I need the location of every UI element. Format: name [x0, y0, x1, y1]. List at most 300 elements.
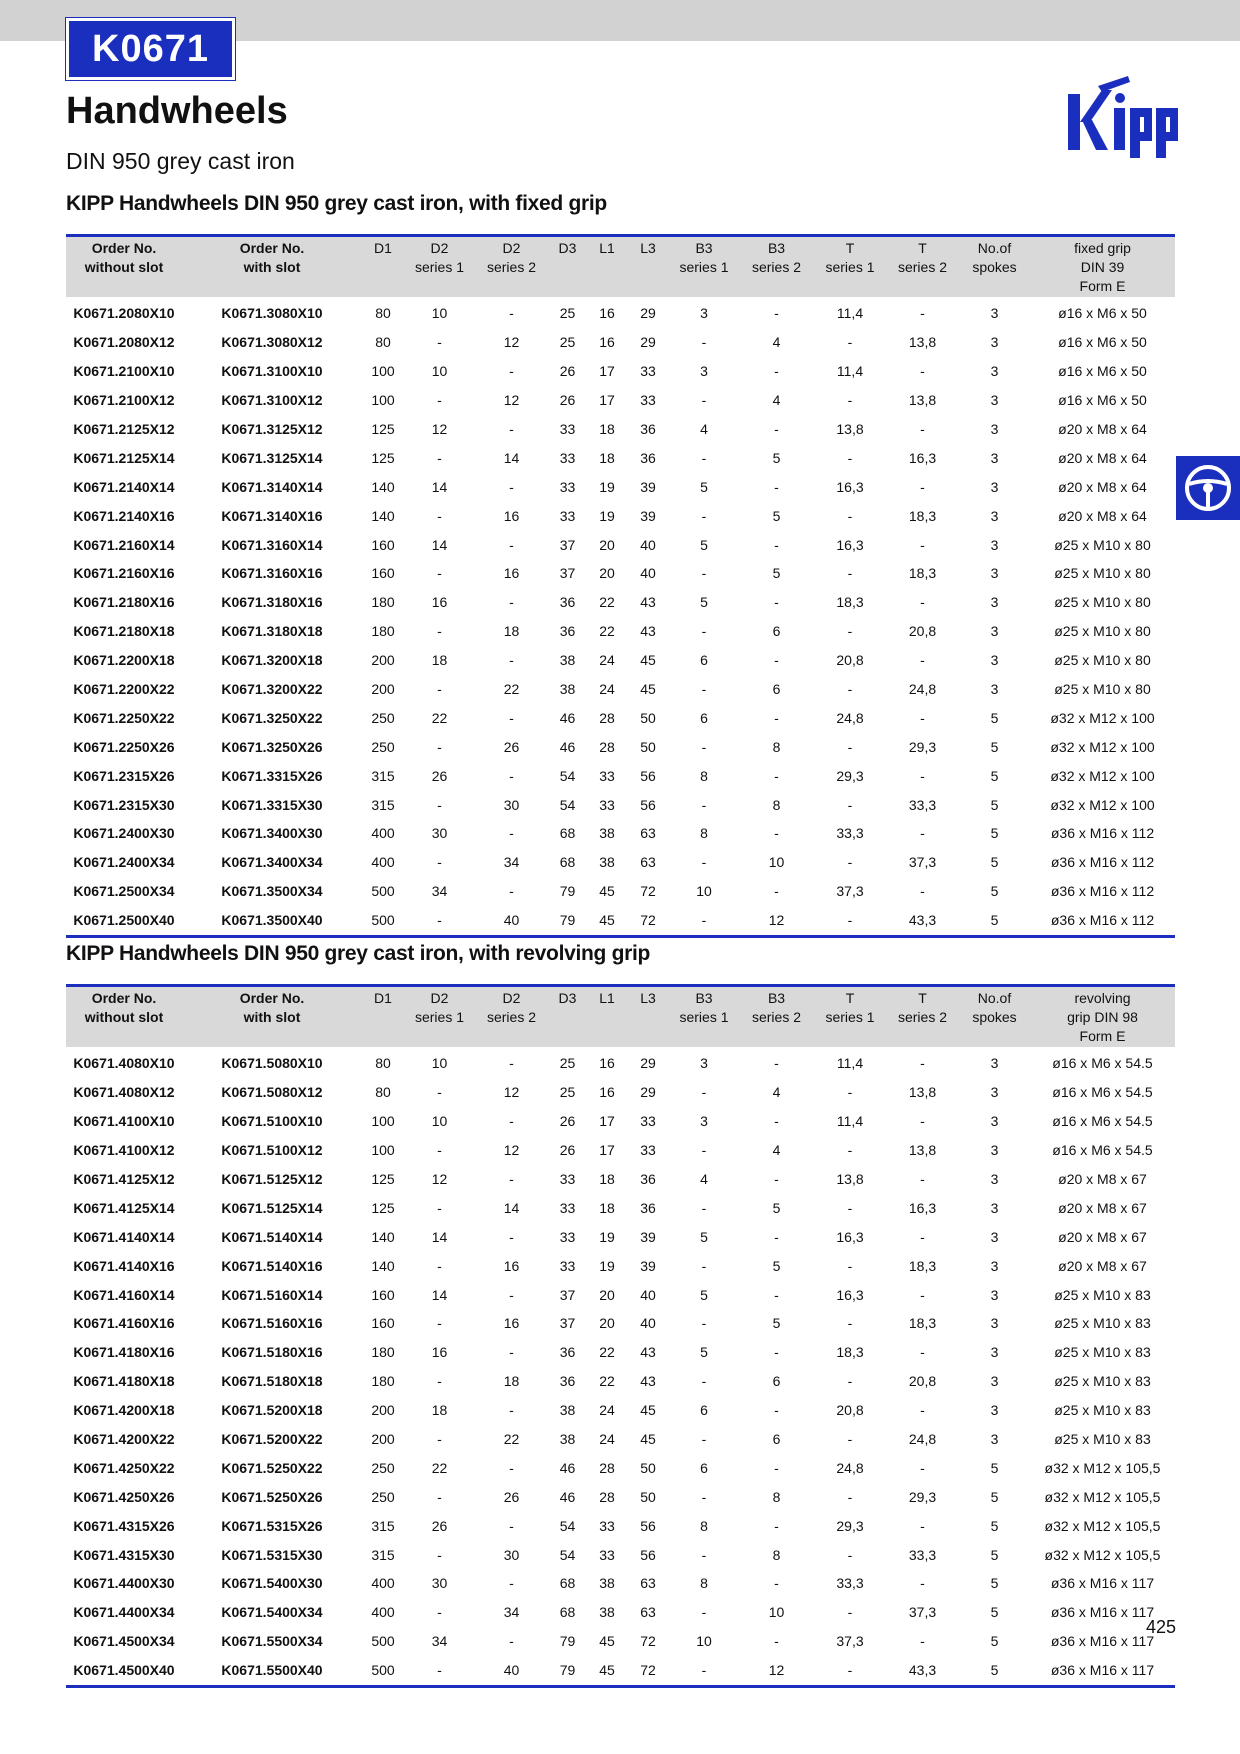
table-cell: 12: [431, 1171, 448, 1187]
column-header: revolving grip DIN 98 Form E: [1067, 990, 1138, 1044]
table-row: [66, 501, 1175, 530]
table-cell: 38: [559, 652, 576, 669]
table-row: [66, 732, 1175, 761]
table-header-row: [66, 236, 1175, 298]
table-cell: ø20 x M8 x 67: [1058, 1257, 1147, 1274]
table-cell: 100: [371, 392, 395, 409]
table-cell: -: [920, 305, 925, 322]
table-cell: 33: [599, 796, 615, 813]
order-number-cell: K0671.5160X14: [221, 1286, 323, 1303]
table-cell: 45: [599, 912, 615, 929]
table-cell: 16,3: [836, 1228, 864, 1245]
table-cell: 25: [559, 1084, 576, 1101]
order-number-cell: K0671.5100X12: [221, 1142, 323, 1159]
table-cell: -: [701, 912, 707, 929]
table-cell: 140: [371, 478, 395, 495]
order-number-cell: K0671.2250X26: [73, 738, 175, 755]
table-cell: 8: [772, 1546, 781, 1563]
table-cell: 3: [990, 478, 999, 495]
table-cell: -: [847, 1084, 853, 1101]
table-cell: 315: [371, 767, 395, 784]
order-number-cell: K0671.3100X10: [221, 363, 323, 380]
table-row: [66, 1425, 1175, 1454]
order-number-cell: K0671.5180X18: [221, 1373, 323, 1390]
table-cell: 33: [559, 507, 576, 524]
table-cell: -: [701, 1431, 707, 1448]
table-cell: -: [437, 1604, 442, 1621]
table-cell: -: [774, 536, 779, 553]
table-cell: 38: [559, 1431, 576, 1448]
table-cell: -: [920, 594, 925, 611]
order-number-cell: K0671.4140X16: [73, 1257, 175, 1274]
table-cell: 6: [772, 681, 781, 698]
table-cell: 26: [431, 767, 448, 784]
table-cell: 37,3: [836, 883, 864, 900]
table-cell: ø36 x M16 x 117: [1050, 1575, 1155, 1592]
table-cell: -: [847, 681, 853, 698]
table-cell: ø25 x M10 x 80: [1054, 652, 1151, 669]
order-number-cell: K0671.5125X12: [221, 1171, 323, 1187]
table-row: [66, 1280, 1175, 1309]
table-cell: 37,3: [836, 1633, 864, 1650]
table-cell: 20: [599, 1315, 615, 1332]
table-row: [66, 703, 1175, 732]
table-cell: 16,3: [908, 1199, 937, 1216]
table-row: [66, 646, 1175, 675]
table-cell: 56: [640, 796, 656, 813]
table-cell: 19: [599, 507, 615, 524]
order-number-cell: K0671.2080X12: [73, 334, 175, 351]
table-cell: -: [774, 421, 779, 437]
table-cell: 20: [599, 536, 615, 553]
table-cell: ø32 x M12 x 105,5: [1044, 1546, 1161, 1563]
table-cell: 33: [559, 449, 576, 466]
table-cell: 10: [696, 883, 712, 900]
table-cell: 3: [990, 1257, 999, 1274]
table-cell: 22: [599, 1344, 615, 1361]
table-cell: 33: [559, 421, 576, 437]
table-cell: -: [701, 1315, 707, 1332]
table-row: [66, 1107, 1175, 1136]
table-row: [66, 472, 1175, 501]
table-cell: 5: [700, 536, 708, 553]
table-row: [66, 1482, 1175, 1511]
table-cell: -: [701, 1257, 707, 1274]
table-cell: 5: [700, 594, 708, 611]
table-cell: 16: [503, 565, 520, 582]
table-cell: ø25 x M10 x 80: [1054, 623, 1151, 640]
column-header: D2 series 1: [414, 240, 465, 275]
table-cell: 250: [371, 709, 395, 726]
table-cell: 38: [599, 1604, 615, 1621]
table-cell: 5: [772, 1257, 781, 1274]
table-cell: -: [701, 392, 707, 409]
table-cell: 28: [599, 709, 615, 726]
table-cell: ø32 x M12 x 105,5: [1044, 1488, 1161, 1505]
table-cell: -: [509, 709, 514, 726]
table-cell: 33,3: [836, 825, 864, 842]
table-cell: -: [509, 1228, 514, 1245]
table-cell: -: [847, 1373, 853, 1390]
table-cell: 33: [599, 1546, 615, 1563]
table-cell: -: [509, 1517, 514, 1534]
table-cell: 18,3: [908, 1315, 937, 1332]
table-cell: 13,8: [908, 1084, 937, 1101]
table-cell: 26: [431, 1517, 448, 1534]
product-code-badge: K0671: [66, 18, 235, 80]
table-cell: 18: [599, 421, 615, 437]
table-cell: 13,8: [908, 1142, 937, 1159]
table-cell: -: [920, 1055, 925, 1072]
table-row: [66, 906, 1175, 936]
table-cell: -: [847, 1199, 853, 1216]
table-cell: -: [847, 392, 853, 409]
table-cell: 16: [599, 305, 615, 322]
table-cell: 20: [599, 1286, 615, 1303]
table-cell: -: [701, 507, 707, 524]
table-cell: 5: [990, 1488, 999, 1505]
order-number-cell: K0671.4160X14: [73, 1286, 175, 1303]
table-cell: 14: [431, 478, 448, 495]
column-header: Order No. without slot: [84, 240, 164, 275]
table-cell: 45: [640, 1402, 656, 1419]
table-cell: -: [509, 421, 514, 437]
table-cell: -: [920, 1402, 925, 1419]
table-cell: 39: [640, 478, 656, 495]
column-header: D3: [558, 240, 577, 256]
table-cell: -: [437, 565, 442, 582]
table-cell: 45: [599, 883, 615, 900]
table-row: [66, 790, 1175, 819]
table-cell: -: [920, 363, 925, 380]
column-header: Order No. with slot: [239, 240, 305, 275]
handwheel-category-tab[interactable]: [1176, 456, 1240, 520]
table-cell: 29,3: [908, 1488, 937, 1505]
table-cell: ø25 x M10 x 83: [1054, 1373, 1151, 1390]
table-cell: 3: [990, 1142, 999, 1159]
order-number-cell: K0671.2315X26: [73, 767, 175, 784]
table-cell: -: [701, 681, 707, 698]
table-cell: 40: [503, 1662, 520, 1679]
table-cell: 36: [559, 1344, 576, 1361]
table-cell: 56: [640, 1546, 656, 1563]
table-cell: 6: [772, 1431, 781, 1448]
order-number-cell: K0671.5200X22: [221, 1431, 323, 1448]
table-cell: 3: [990, 1373, 999, 1390]
table-cell: 18,3: [908, 507, 937, 524]
table-cell: ø32 x M12 x 105,5: [1044, 1459, 1161, 1476]
order-number-cell: K0671.4250X22: [73, 1459, 175, 1476]
table-cell: 4: [700, 1171, 708, 1187]
table-cell: 5: [700, 478, 708, 495]
table-cell: -: [701, 1084, 707, 1101]
table-cell: -: [701, 1373, 707, 1390]
order-number-cell: K0671.2080X10: [73, 305, 175, 322]
table-cell: 24,8: [908, 681, 937, 698]
table-cell: -: [920, 1228, 925, 1245]
table-cell: 46: [559, 738, 576, 755]
order-number-cell: K0671.2180X16: [73, 594, 175, 611]
table-cell: 16: [431, 594, 448, 611]
table-cell: 5: [990, 1575, 999, 1592]
table-cell: -: [774, 1286, 779, 1303]
table-cell: ø32 x M12 x 100: [1050, 767, 1155, 784]
table-row: [66, 1193, 1175, 1222]
table-cell: 63: [640, 825, 656, 842]
table-cell: 3: [990, 392, 999, 409]
table-cell: 34: [431, 883, 448, 900]
table-cell: ø36 x M16 x 112: [1050, 854, 1155, 871]
table-cell: 79: [559, 1633, 576, 1650]
table-cell: 17: [599, 363, 615, 380]
order-number-cell: K0671.4200X22: [73, 1431, 175, 1448]
table-row: [66, 1540, 1175, 1569]
table-cell: 180: [371, 594, 395, 611]
table-cell: 315: [371, 1517, 395, 1534]
table-cell: 10: [768, 854, 785, 871]
table-cell: 50: [640, 1459, 656, 1476]
table-cell: -: [437, 1315, 442, 1332]
table-cell: 68: [559, 825, 576, 842]
order-number-cell: K0671.4400X34: [73, 1604, 175, 1621]
table-cell: -: [920, 883, 925, 900]
column-header: No.of spokes: [972, 240, 1017, 275]
table-cell: ø20 x M8 x 64: [1058, 449, 1147, 466]
table-cell: 16,3: [836, 536, 864, 553]
order-number-cell: K0671.3315X30: [221, 796, 323, 813]
table-cell: 500: [371, 1633, 395, 1650]
table-cell: 3: [990, 623, 999, 640]
table-cell: -: [774, 1575, 779, 1592]
order-number-cell: K0671.2125X14: [73, 449, 175, 466]
table-cell: 63: [640, 1575, 656, 1592]
table-cell: ø36 x M16 x 112: [1050, 825, 1155, 842]
table-cell: -: [774, 478, 779, 495]
column-header: Order No. with slot: [239, 990, 305, 1025]
table-cell: -: [509, 1575, 514, 1592]
column-header: L1: [599, 990, 615, 1006]
table-cell: ø16 x M6 x 50: [1058, 334, 1147, 351]
table-cell: 5: [990, 912, 999, 929]
column-header: No.of spokes: [972, 990, 1017, 1025]
column-header: D3: [558, 990, 577, 1006]
order-number-cell: K0671.5500X34: [221, 1633, 323, 1650]
table-cell: ø36 x M16 x 112: [1050, 912, 1155, 929]
table-cell: 10: [431, 363, 448, 380]
order-number-cell: K0671.4250X26: [73, 1488, 175, 1505]
column-header: T series 1: [825, 990, 875, 1025]
table-cell: 50: [640, 709, 656, 726]
table-cell: -: [437, 1488, 442, 1505]
table-cell: 40: [640, 1286, 656, 1303]
table-cell: 79: [559, 883, 576, 900]
table-cell: 54: [559, 1546, 576, 1563]
table-cell: -: [774, 1055, 779, 1072]
table-cell: 160: [371, 536, 395, 553]
table-cell: 3: [990, 1113, 999, 1130]
order-number-cell: K0671.2250X22: [73, 709, 175, 726]
order-number-cell: K0671.4180X16: [73, 1344, 175, 1361]
table-cell: 3: [990, 449, 999, 466]
table-cell: 26: [503, 738, 520, 755]
order-number-cell: K0671.4125X14: [73, 1199, 175, 1216]
table-cell: 30: [503, 1546, 520, 1563]
table-cell: 14: [503, 449, 520, 466]
order-number-cell: K0671.4100X10: [73, 1113, 175, 1130]
table-cell: 22: [503, 681, 520, 698]
table-cell: -: [437, 912, 442, 929]
table-cell: -: [701, 449, 707, 466]
table-cell: 43,3: [908, 1662, 937, 1679]
table-cell: 250: [371, 738, 395, 755]
table-row: [66, 877, 1175, 906]
table-cell: 56: [640, 1517, 656, 1534]
table-cell: ø16 x M6 x 54.5: [1052, 1142, 1153, 1159]
table-cell: ø20 x M8 x 64: [1058, 421, 1147, 437]
order-number-cell: K0671.4315X30: [73, 1546, 175, 1563]
table-cell: 3: [990, 565, 999, 582]
table-cell: 33: [599, 767, 615, 784]
table-cell: 20,8: [836, 652, 864, 669]
table-cell: -: [437, 854, 442, 871]
table-cell: 33: [559, 1199, 576, 1216]
table-cell: 38: [599, 825, 615, 842]
table-cell: 20,8: [908, 1373, 937, 1390]
table-cell: 24: [599, 1402, 615, 1419]
table-cell: -: [437, 623, 442, 640]
table-cell: 33: [559, 478, 576, 495]
table-cell: 80: [375, 334, 391, 351]
order-number-cell: K0671.5080X12: [221, 1084, 323, 1101]
table-cell: -: [701, 623, 707, 640]
table-cell: 5: [990, 825, 999, 842]
order-number-cell: K0671.3140X14: [221, 478, 323, 495]
table-cell: 19: [599, 1257, 615, 1274]
order-number-cell: K0671.5315X26: [221, 1517, 323, 1534]
table-cell: 12: [768, 1662, 785, 1679]
order-number-cell: K0671.3250X22: [221, 709, 323, 726]
column-header: B3 series 2: [751, 240, 802, 275]
table-cell: 24,8: [836, 709, 864, 726]
table-cell: 33: [559, 1257, 576, 1274]
table-cell: ø20 x M8 x 64: [1058, 507, 1147, 524]
table-cell: 29,3: [908, 738, 937, 755]
order-number-cell: K0671.3315X26: [221, 767, 323, 784]
table-row: [66, 357, 1175, 386]
table-cell: -: [920, 709, 925, 726]
table-cell: 5: [990, 883, 999, 900]
table-cell: -: [509, 1344, 514, 1361]
table-cell: 18: [599, 1199, 615, 1216]
table-cell: 17: [599, 1142, 615, 1159]
order-number-cell: K0671.4500X34: [73, 1633, 175, 1650]
table-cell: ø36 x M16 x 117: [1050, 1604, 1155, 1621]
table-cell: -: [701, 1488, 707, 1505]
table-cell: 5: [772, 1199, 781, 1216]
order-number-cell: K0671.3180X16: [221, 594, 323, 611]
table-cell: 3: [990, 594, 999, 611]
table-cell: -: [847, 738, 853, 755]
table-cell: 29,3: [836, 1517, 864, 1534]
table-cell: ø25 x M10 x 80: [1054, 681, 1151, 698]
table-cell: 18: [599, 1171, 615, 1187]
table-cell: 39: [640, 1228, 656, 1245]
table-cell: 43,3: [908, 912, 937, 929]
table-cell: 17: [599, 392, 615, 409]
table-row: [66, 761, 1175, 790]
table-cell: -: [920, 1517, 925, 1534]
table-cell: -: [920, 421, 925, 437]
table-cell: 25: [559, 305, 576, 322]
table-cell: 14: [431, 1286, 448, 1303]
table-cell: 10: [768, 1604, 785, 1621]
table-cell: 38: [599, 1575, 615, 1592]
order-number-cell: K0671.4125X12: [73, 1171, 175, 1187]
table-cell: -: [509, 1286, 514, 1303]
section-title-revolving-grip: KIPP Handwheels DIN 950 grey cast iron, with revolving grip: [66, 942, 651, 965]
order-number-cell: K0671.4500X40: [73, 1662, 175, 1679]
table-cell: -: [774, 1171, 779, 1187]
table-cell: 3: [990, 536, 999, 553]
table-cell: 26: [503, 1488, 520, 1505]
table-cell: 33,3: [908, 796, 937, 813]
order-number-cell: K0671.2160X16: [73, 565, 175, 582]
table-row: [66, 1338, 1175, 1367]
table-cell: 46: [559, 1488, 576, 1505]
table-cell: 6: [700, 1402, 708, 1419]
table-cell: -: [509, 1459, 514, 1476]
table-cell: 43: [640, 623, 656, 640]
table-cell: 18: [503, 623, 520, 640]
table-cell: ø16 x M6 x 50: [1058, 305, 1147, 322]
table-cell: -: [847, 1142, 853, 1159]
table-cell: 3: [990, 652, 999, 669]
order-number-cell: K0671.3160X16: [221, 565, 323, 582]
column-header: T series 2: [897, 240, 948, 275]
order-number-cell: K0671.5080X10: [221, 1055, 323, 1072]
table-cell: 400: [371, 1575, 395, 1592]
table-cell: -: [509, 1171, 514, 1187]
table-cell: -: [509, 1113, 514, 1130]
table-cell: 200: [371, 652, 395, 669]
table-cell: 36: [559, 623, 576, 640]
column-header: B3 series 2: [751, 990, 802, 1025]
table-cell: 3: [990, 421, 999, 437]
table-row: [66, 588, 1175, 617]
table-cell: 3: [700, 305, 708, 322]
table-row: [66, 617, 1175, 646]
table-cell: 33,3: [836, 1575, 864, 1592]
table-cell: -: [774, 767, 779, 784]
table-cell: 3: [990, 1199, 999, 1216]
order-number-cell: K0671.3500X34: [221, 883, 323, 900]
table-cell: 36: [640, 421, 656, 437]
table-cell: -: [437, 392, 442, 409]
table-row: [66, 559, 1175, 588]
table-cell: 54: [559, 796, 576, 813]
table-cell: 45: [640, 681, 656, 698]
table-cell: -: [774, 1402, 779, 1419]
table-cell: -: [437, 1662, 442, 1679]
table-cell: 125: [371, 449, 395, 466]
table-body: [66, 297, 1175, 936]
table-cell: 28: [599, 1488, 615, 1505]
table-cell: 36: [640, 1171, 656, 1187]
table-row: [66, 1627, 1175, 1656]
table-cell: 200: [371, 681, 395, 698]
table-cell: 24: [599, 681, 615, 698]
table-cell: -: [847, 507, 853, 524]
